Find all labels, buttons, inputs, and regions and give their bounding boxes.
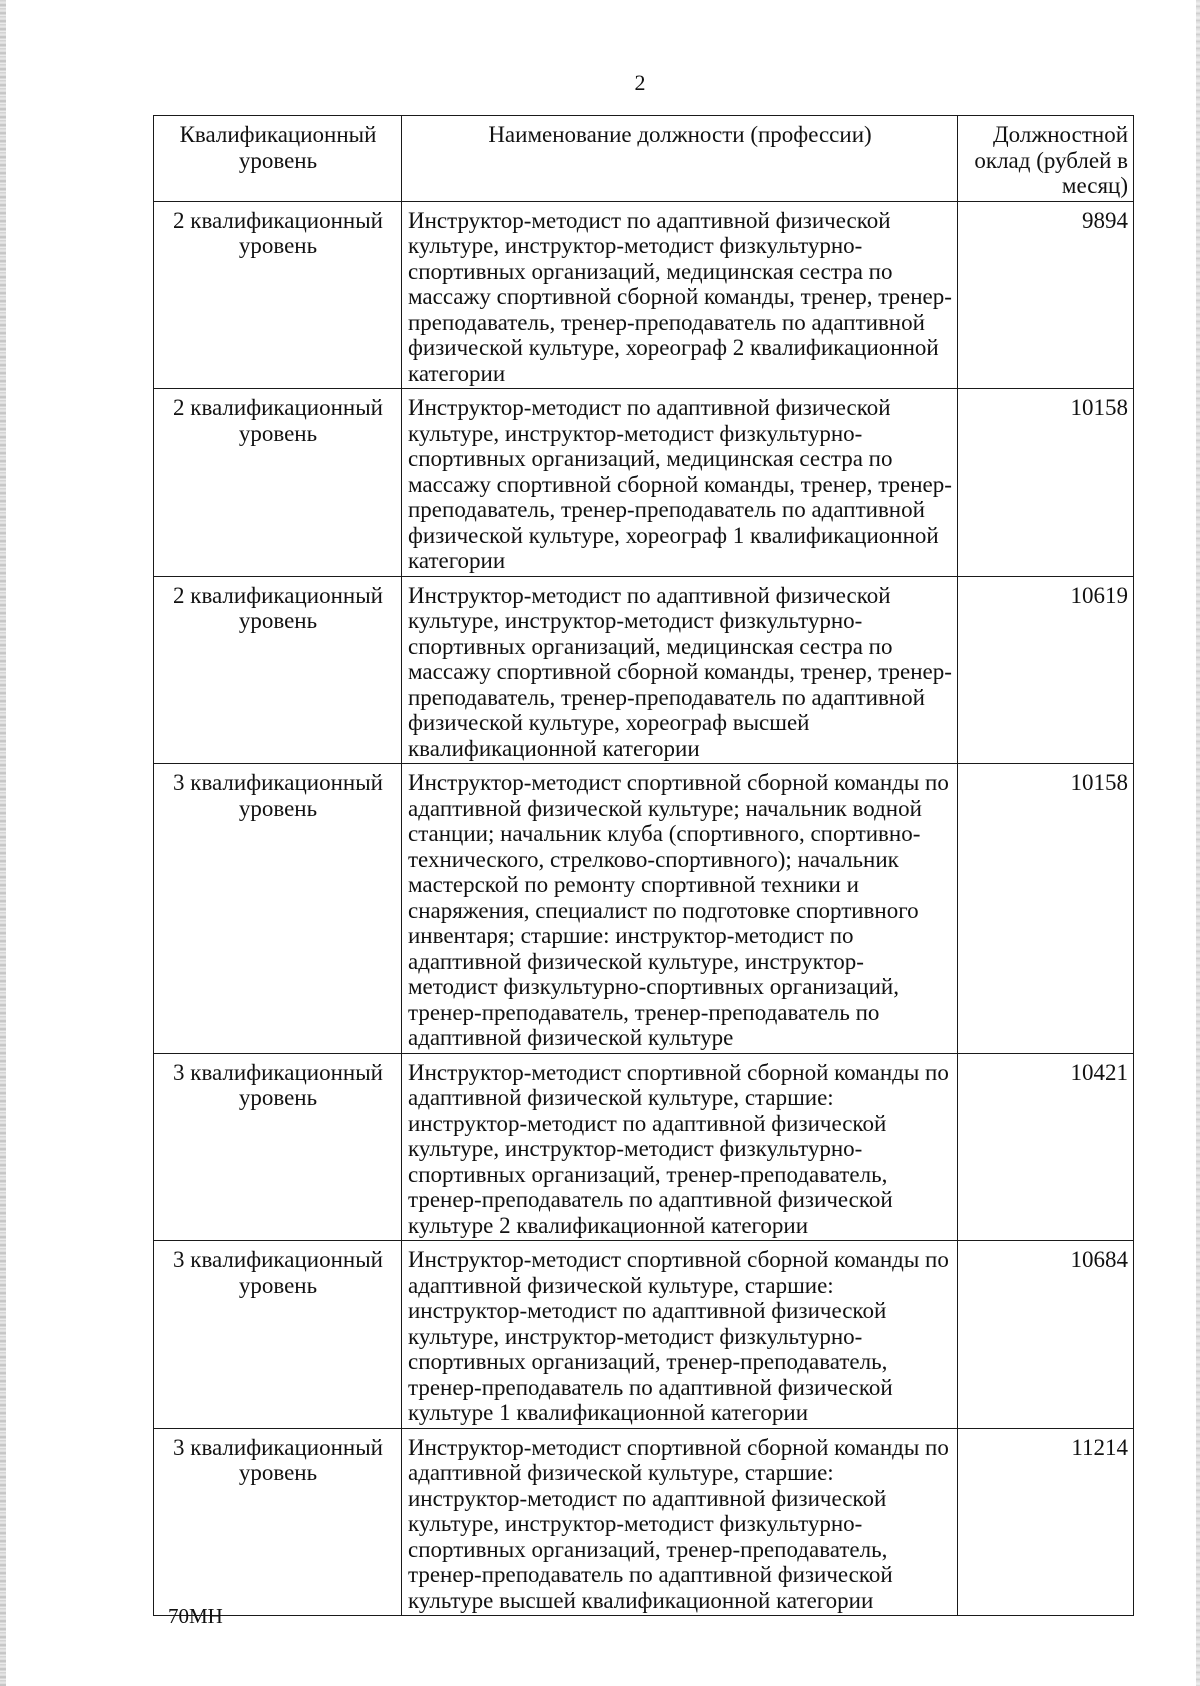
- table-row: [154, 389, 1134, 577]
- cell-qualification-level: 3 квалификационный уровень: [154, 764, 402, 1054]
- cell-position-name: Инструктор-методист спортивной сборной команды по адаптивной физической культуре; начальник водной станции; начальник клуба (спортивного, спортивно-технического, стрелково-спортивного); начальник мастерской по ремонту спортивной техники и снаряжения, специалист по подготовке спортивного инвентаря; старшие: инструктор-методист по адаптивной физической культуре, инструктор-методист физкультурно-спортивных организаций, тренер-преподаватель, тренер-преподаватель по адаптивной физической культуре: [402, 764, 958, 1054]
- table-row: [154, 576, 1134, 764]
- header-qualification-level: Квалификационный уровень: [154, 116, 402, 202]
- cell-salary: 9894: [958, 201, 1134, 389]
- scan-left-edge: [0, 0, 6, 1686]
- table-row: [154, 1428, 1134, 1616]
- cell-position-name: Инструктор-методист по адаптивной физической культуре, инструктор-методист физкультурно-спортивных организаций, медицинская сестра по массажу спортивной сборной команды, тренер, тренер-преподаватель, тренер-преподаватель по адаптивной физической культуре, хореограф высшей квалификационной категории: [402, 576, 958, 764]
- document-code: 70МН: [168, 1604, 223, 1628]
- cell-position-name: Инструктор-методист спортивной сборной команды по адаптивной физической культуре, старшие: инструктор-методист по адаптивной физической культуре, инструктор-методист физкультурно-спортивных организаций, тренер-преподаватель, тренер-преподаватель по адаптивной физической культуре 1 квалификационной категории: [402, 1241, 958, 1429]
- table-row: [154, 1053, 1134, 1241]
- cell-salary: 10684: [958, 1241, 1134, 1429]
- cell-position-name: Инструктор-методист по адаптивной физической культуре, инструктор-методист физкультурно-спортивных организаций, медицинская сестра по массажу спортивной сборной команды, тренер, тренер-преподаватель, тренер-преподаватель по адаптивной физической культуре, хореограф 1 квалификационной категории: [402, 389, 958, 577]
- table-row: [154, 201, 1134, 389]
- cell-salary: 11214: [958, 1428, 1134, 1616]
- salary-table: [153, 115, 1134, 1616]
- cell-salary: 10619: [958, 576, 1134, 764]
- table-header-row: [154, 116, 1134, 202]
- cell-salary: 10421: [958, 1053, 1134, 1241]
- cell-qualification-level: 2 квалификационный уровень: [154, 389, 402, 577]
- cell-position-name: Инструктор-методист спортивной сборной команды по адаптивной физической культуре, старшие: инструктор-методист по адаптивной физической культуре, инструктор-методист физкультурно-спортивных организаций, тренер-преподаватель, тренер-преподаватель по адаптивной физической культуре высшей квалификационной категории: [402, 1428, 958, 1616]
- cell-qualification-level: 3 квалификационный уровень: [154, 1053, 402, 1241]
- cell-salary: 10158: [958, 389, 1134, 577]
- header-position-name: Наименование должности (профессии): [402, 116, 958, 202]
- table-row: [154, 1241, 1134, 1429]
- cell-position-name: Инструктор-методист по адаптивной физической культуре, инструктор-методист физкультурно-спортивных организаций, медицинская сестра по массажу спортивной сборной команды, тренер, тренер-преподаватель, тренер-преподаватель по адаптивной физической культуре, хореограф 2 квалификационной категории: [402, 201, 958, 389]
- cell-position-name: Инструктор-методист спортивной сборной команды по адаптивной физической культуре, старшие: инструктор-методист по адаптивной физической культуре, инструктор-методист физкультурно-спортивных организаций, тренер-преподаватель, тренер-преподаватель по адаптивной физической культуре 2 квалификационной категории: [402, 1053, 958, 1241]
- cell-qualification-level: 3 квалификационный уровень: [154, 1428, 402, 1616]
- cell-qualification-level: 2 квалификационный уровень: [154, 201, 402, 389]
- scan-right-edge: [1196, 0, 1200, 1686]
- table-row: [154, 764, 1134, 1054]
- cell-qualification-level: 3 квалификационный уровень: [154, 1241, 402, 1429]
- cell-qualification-level: 2 квалификационный уровень: [154, 576, 402, 764]
- cell-salary: 10158: [958, 764, 1134, 1054]
- page-number: 2: [634, 70, 646, 95]
- header-salary: Должностной оклад (рублей в месяц): [958, 116, 1134, 202]
